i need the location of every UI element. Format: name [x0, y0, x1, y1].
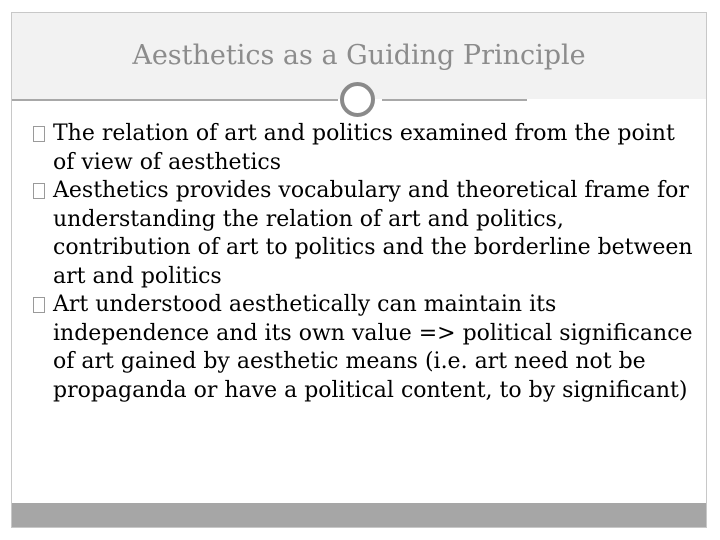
square-bullet-icon: [33, 297, 45, 313]
bullet-text: Art understood aesthetically can maintain its independence and its own value => political significance of art gained by aesthetic means (i.e. art need not be propaganda or have a political content, to by significant): [53, 292, 693, 403]
square-bullet-icon: [33, 126, 45, 142]
circle-ornament-icon: [340, 82, 375, 117]
bullet-list: [27, 120, 697, 405]
bullet-text: Aesthetics provides vocabulary and theoretical frame for understanding the relation of art and politics, contribution of art to politics and the borderline between art and politics: [53, 178, 693, 289]
square-bullet-icon: [33, 183, 45, 199]
bullet-item-2: [27, 177, 697, 291]
title-divider-left: [12, 99, 338, 101]
bullet-text: The relation of art and politics examined from the point of view of aesthetics: [53, 121, 675, 175]
footer-bar: [12, 503, 706, 527]
slide-title: Aesthetics as a Guiding Principle: [132, 40, 586, 71]
bullet-item-3: [27, 291, 697, 405]
title-divider-right: [382, 99, 527, 101]
bullet-item-1: [27, 120, 697, 177]
